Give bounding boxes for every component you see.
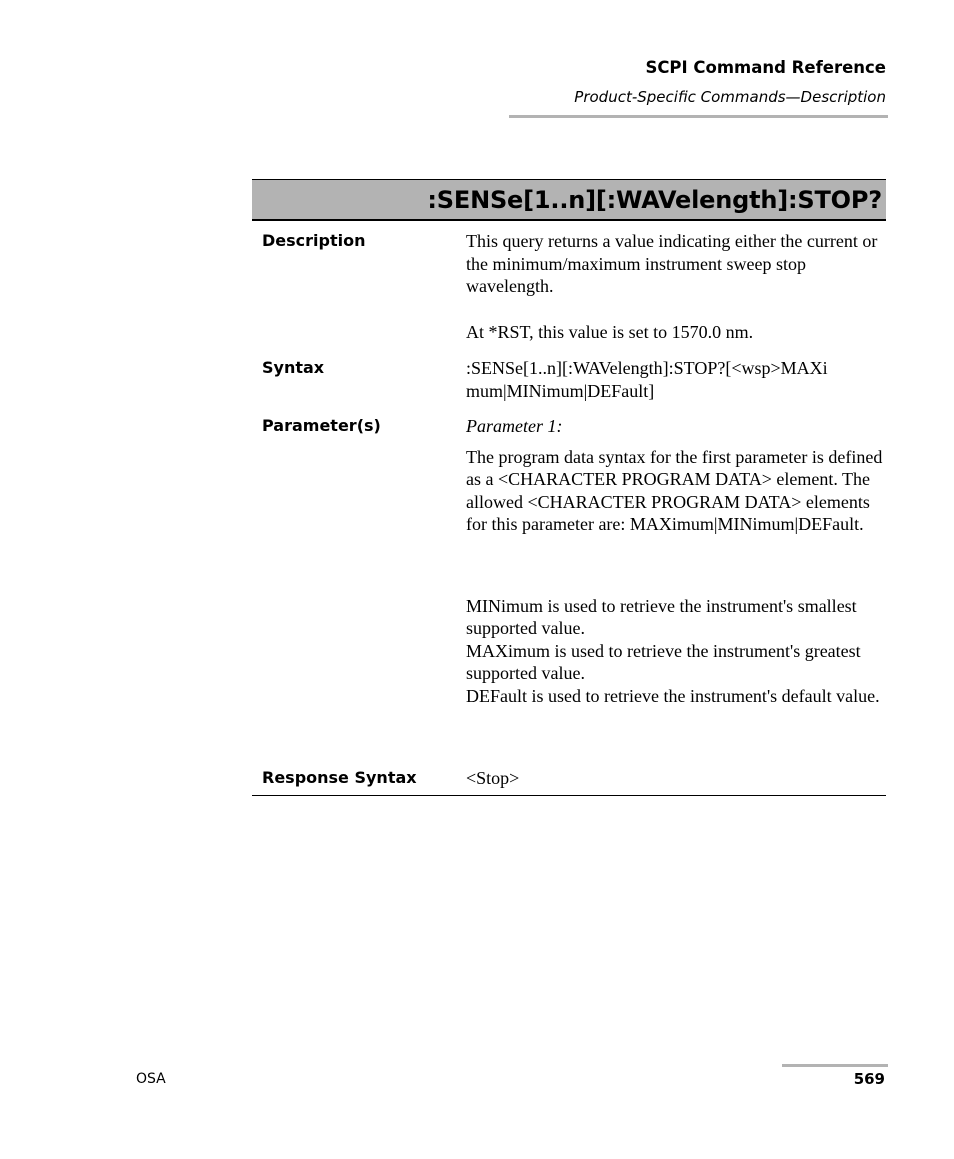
syntax-text xyxy=(466,357,886,402)
parameter-note: DEFault is used to retrieve the instrument's default value. xyxy=(466,685,880,706)
description-text xyxy=(466,230,886,343)
description-paragraph: At *RST, this value is set to 1570.0 nm. xyxy=(466,321,754,342)
response-syntax-value: <Stop> xyxy=(466,768,520,788)
parameter-note: MAXimum is used to retrieve the instrument's greatest supported value. xyxy=(466,640,861,683)
parameter-body: The program data syntax for the first parameter is defined as a <CHARACTER PROGRAM DATA> element. The allowed <CHARACTER PROGRAM DATA> elements for this parameter are: MAXimum|MINimum|DEFault. xyxy=(466,446,883,534)
table-bottom-rule xyxy=(252,795,886,796)
parameter-note: MINimum is used to retrieve the instrument's smallest supported value. xyxy=(466,595,857,638)
footer-product: OSA xyxy=(136,1071,166,1087)
command-title: :SENSe[1..n][:WAVelength]:STOP? xyxy=(427,185,882,214)
syntax-label: Syntax xyxy=(262,358,325,377)
syntax-line: mum|MINimum|DEFault] xyxy=(466,380,655,401)
running-header-subtitle: Product-Specific Commands—Description xyxy=(574,88,886,106)
command-title-bar xyxy=(252,179,886,221)
parameter-heading: Parameter 1: xyxy=(466,416,563,436)
page-number: 569 xyxy=(853,1070,885,1088)
parameters-label: Parameter(s) xyxy=(262,416,381,435)
syntax-line: :SENSe[1..n][:WAVelength]:STOP?[<wsp>MAXi xyxy=(466,358,828,378)
running-header-title: SCPI Command Reference xyxy=(645,58,886,77)
parameters-text xyxy=(466,415,886,707)
description-label: Description xyxy=(262,231,366,250)
description-paragraph: This query returns a value indicating either the current or the minimum/maximum instrument sweep stop wavelength. xyxy=(466,231,878,296)
header-rule xyxy=(509,115,888,118)
response-syntax-label: Response Syntax xyxy=(262,768,417,787)
footer-rule xyxy=(782,1064,888,1067)
